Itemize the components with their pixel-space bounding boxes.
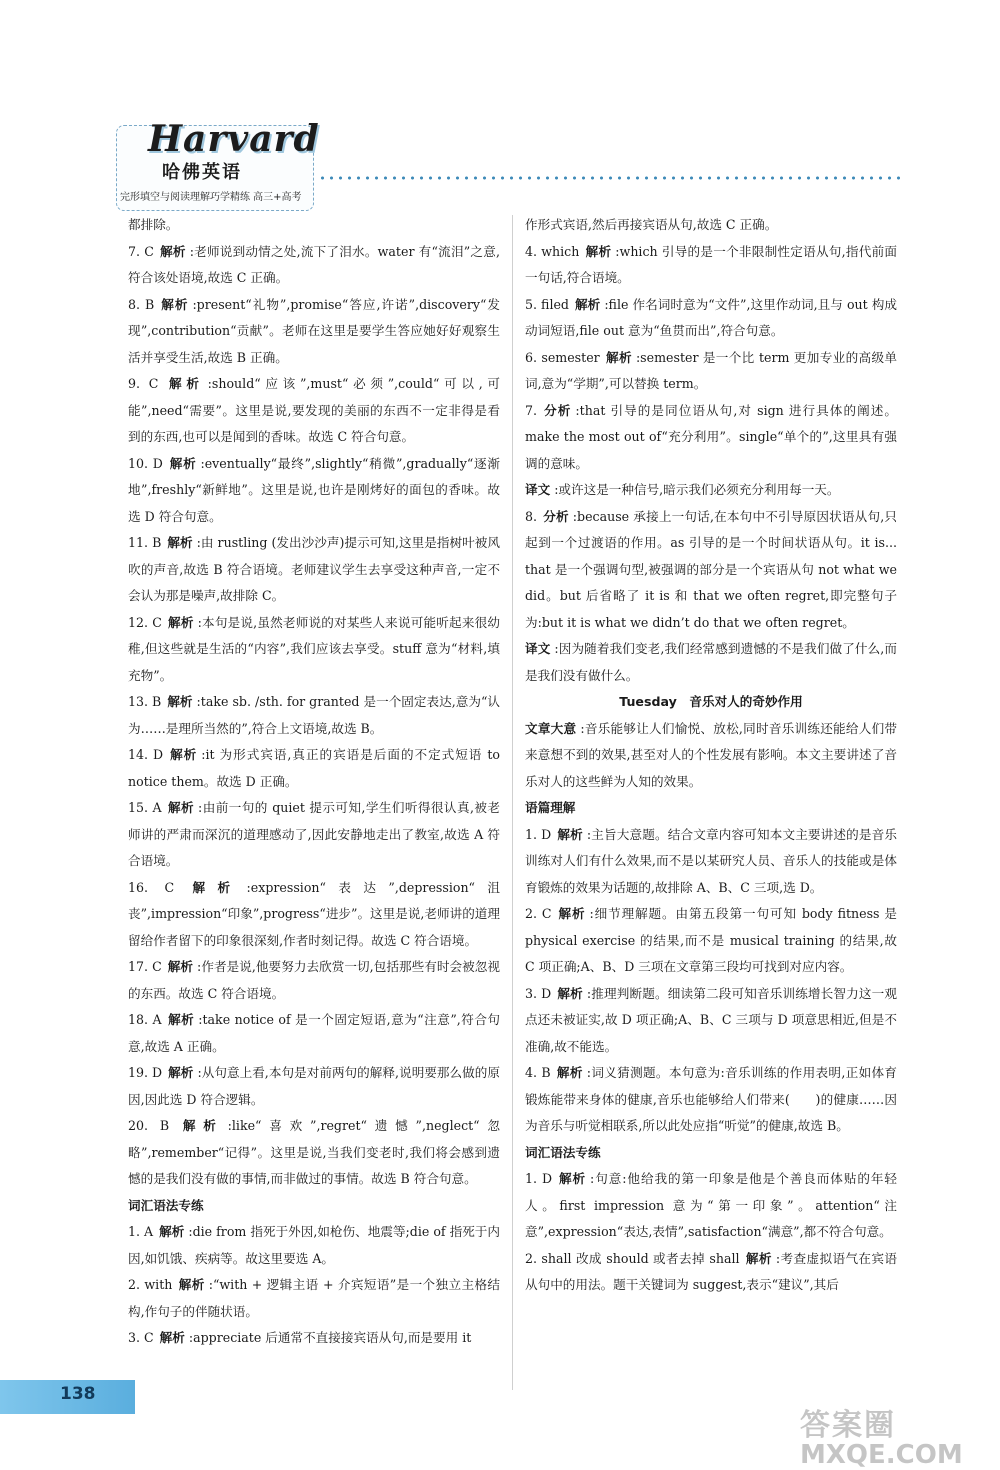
answer-text: :expression“表达”,depression“沮丧”,impression“印象”,progress“进步”。这里是说,老师讲的道理留给作者留下的印象很深刻,作者时刻记得。故选 C 符合语境。 (128, 879, 501, 948)
answer-entry (128, 1113, 500, 1193)
answer-text: :音乐能够让人们愉悦、放松,同时音乐训练还能给人们带来意想不到的效果,甚至对人的个性发展有影响。本文主要讲述了音乐对人的这些鲜为人知的效果。 (525, 720, 897, 789)
answer-text: :本句是说,虽然老师说的对某些人来说可能听起来很幼稚,但这些就是生活的“内容”,我们应该去享受。stuff 意为“材料,填充物”。 (128, 614, 500, 683)
answer-text: :because 承接上一句话,在本句中不引导原因状语从句,只起到一个过渡语的作用。as 引导的是一个时间状语从句。it is... that 是一个强调句型,被强调的部分是一个宾语从句 not what we did。but 后省略了 it is 和 that we often regret,即完整句子为:but it is what we didn’t do that we often regret。 (525, 508, 897, 630)
section-title: Tuesday 音乐对人的奇妙作用 (619, 694, 803, 709)
answer-number: 3. C (128, 1330, 154, 1345)
answer-text: :which 引导的是一个非限制性定语从句,指代前面一句话,符合语境。 (525, 243, 898, 285)
watermark-en: MXQE.COM (800, 1440, 963, 1470)
answer-number: 5. filed (525, 296, 569, 312)
answer-label: 解析 (556, 1065, 583, 1080)
answer-label: 解析 (159, 243, 186, 259)
answer-number: 8. (525, 508, 538, 524)
answer-label: 解析 (168, 455, 197, 471)
answer-entry (128, 1325, 500, 1352)
section-heading: 语篇理解 (525, 800, 576, 815)
answer-number: 15. A (128, 800, 162, 815)
answer-number: 4. which (525, 243, 580, 259)
section-heading: 词汇语法专练 (525, 1144, 601, 1160)
answer-entry (525, 901, 897, 981)
answer-entry (525, 1166, 897, 1246)
answer-entry (525, 822, 897, 902)
answer-label: 解析 (180, 879, 243, 895)
answer-entry (128, 954, 500, 1007)
answer-label: 解析 (159, 1224, 185, 1239)
answer-entry (128, 1272, 500, 1325)
answer-text: :die from 指死于外因,如枪伤、地震等;die of 指死于内因,如饥饿、疾病等。故这里要选 A。 (128, 1224, 500, 1266)
answer-text: :或许这是一种信号,暗示我们必须充分利用每一天。 (554, 482, 840, 497)
answer-label: 分析 (543, 508, 569, 524)
answer-text: :考查虚拟语气在宾语从句中的用法。题干关键词为 suggest,表示“建议”,其后 (525, 1250, 897, 1292)
section-heading: 词汇语法专练 (128, 1197, 204, 1213)
answer-entry (525, 239, 897, 292)
answer-number: 1. D (525, 826, 552, 842)
answer-entry (128, 451, 500, 531)
answer-number: 14. D (128, 747, 164, 762)
answer-entry (525, 504, 897, 637)
answer-entry (128, 875, 500, 955)
answer-text: :appreciate 后通常不直接接宾语从句,而是要用 it (188, 1330, 472, 1345)
answer-entry (128, 610, 500, 690)
answer-number: 2. shall 改成 should 或者去掉 shall (525, 1250, 740, 1266)
answer-text: :因为随着我们变老,我们经常感到遗憾的不是我们做了什么,而是我们没有做什么。 (525, 641, 898, 683)
answer-label: 解析 (175, 1118, 224, 1133)
answer-label: 解析 (167, 959, 194, 974)
logo-chinese-title: 哈佛英语 (162, 162, 242, 183)
answer-label: 解析 (167, 1012, 195, 1027)
answer-number: 16. C (128, 879, 175, 895)
answer-number: 7. (525, 402, 538, 418)
answer-entry (128, 212, 500, 239)
answer-number: 8. B (128, 296, 155, 312)
answer-number: 17. C (128, 959, 162, 974)
answer-entry (128, 292, 500, 372)
answer-entry (525, 1060, 897, 1140)
answer-number: 11. B (128, 535, 162, 550)
logo-subtitle: 完形填空与阅读理解巧学精练 高三+高考 (120, 192, 302, 203)
answer-number: 12. C (128, 614, 162, 630)
answer-label: 解析 (168, 1065, 194, 1080)
answer-text: :eventually“最终”,slightly“稍微”,gradually“逐渐地”,freshly“新鲜地”。这里是说,也许是刚烤好的面包的香味。故选 D 符合句意。 (128, 455, 501, 524)
answer-entry (525, 636, 897, 689)
answer-entry (128, 530, 500, 610)
answer-label: 分析 (543, 402, 572, 418)
answer-label: 解析 (557, 906, 586, 921)
answer-text: :take sb. /sth. for granted 是一个固定表达,意为“认为……是理所当然的”,符合上文语境,故选 B。 (128, 694, 500, 736)
answer-label: 解析 (558, 1171, 587, 1186)
watermark (800, 1400, 995, 1468)
answer-text: :it 为形式宾语,真正的宾语是后面的不定式短语 to notice them。故选 D 正确。 (128, 747, 500, 789)
answer-text: :take notice of 是一个固定短语,意为“注意”,符合句意,故选 A 正确。 (128, 1012, 500, 1054)
answer-text: :老师说到动情之处,流下了泪水。water 有“流泪”之意,符合该处语境,故选 C 正确。 (128, 243, 501, 285)
header-dotted-rule (318, 176, 900, 180)
answer-label: 解析 (167, 800, 195, 815)
answer-text: :主旨大意题。结合文章内容可知本文主要讲述的是音乐训练对人们有什么效果,而不是以某研究人员、音乐人的技能或是体育锻炼的效果为话题的,故排除 A、B、C 三项,选 D。 (525, 826, 897, 895)
answer-label: 解析 (167, 694, 193, 709)
answer-number: 19. D (128, 1065, 163, 1080)
answer-number: 18. A (128, 1012, 162, 1027)
answer-entry (128, 371, 500, 451)
answer-entry (525, 1246, 897, 1299)
logo-harvard-text: Harvard (148, 118, 320, 160)
answer-text: :从句意上看,本句是对前两句的解释,说明要那么做的原因,因此选 D 符合逻辑。 (128, 1065, 501, 1107)
answer-number: 20. B (128, 1118, 170, 1133)
answer-label: 解析 (605, 349, 632, 365)
answer-label: 解析 (585, 243, 612, 259)
answer-number: 1. A (128, 1224, 154, 1239)
answer-label: 解析 (557, 826, 583, 842)
answer-label: 解析 (160, 296, 189, 312)
answer-number: 2. C (525, 906, 552, 921)
answer-label: 译文 (525, 641, 551, 656)
answer-entry (128, 742, 500, 795)
right-column (525, 212, 897, 1299)
answer-text: :作者是说,他要努力去欣赏一切,包括那些有时会被忽视的东西。故选 C 符合语境。 (128, 959, 501, 1001)
answer-entry (525, 716, 897, 796)
answer-text: :should“应该”,must“必须”,could“可以,可能”,need“需要”。这里是说,要发现的美丽的东西不一定非得是看到的东西,也可以是闻到的香味。故选 C 符合句意。 (128, 376, 501, 444)
answer-number: 7. C (128, 243, 154, 259)
answer-label: 解析 (169, 747, 198, 762)
answer-entry (525, 981, 897, 1061)
answer-label: 解析 (159, 1330, 185, 1345)
answer-text: :推理判断题。细读第二段可知音乐训练增长智力这一观点还未被证实,故 D 项正确;A、B、C 三项与 D 项意思相近,但是不准确,故不能选。 (525, 985, 897, 1054)
answer-entry (128, 795, 500, 875)
answer-label: 解析 (164, 376, 204, 391)
answer-text: :由 rustling (发出沙沙声)提示可知,这里是指树叶被风吹的声音,故选 B 符合语境。老师建议学生去享受这种声音,一定不会认为那是噪声,故排除 C。 (128, 535, 501, 603)
answer-text: :由前一句的 quiet 提示可知,学生们听得很认真,被老师讲的严肃而深沉的道理感动了,因此安静地走出了教室,故选 A 符合语境。 (128, 800, 500, 868)
answer-entry (128, 239, 500, 292)
answer-label: 解析 (745, 1250, 772, 1266)
answer-text: :细节理解题。由第五段第一句可知 body fitness 是 physical exercise 的结果,而不是 musical training 的结果,故 C 项正确;A、B、D 三项在文章第三段均可找到对应内容。 (525, 906, 898, 974)
answer-entry (128, 1007, 500, 1060)
answer-text: :semester 是一个比 term 更加专业的高级单词,意为“学期”,可以替换 term。 (525, 349, 898, 391)
answer-number: 3. D (525, 985, 552, 1001)
answer-label: 解析 (178, 1277, 205, 1292)
answer-entry (525, 292, 897, 345)
answer-text: :that 引导的是同位语从句,对 sign 进行具体的阐述。make the most out of“充分利用”。single“单个的”,这里具有强调的意味。 (525, 402, 897, 471)
answer-label: 译文 (525, 482, 551, 497)
watermark-cn: 答案圈 (800, 1408, 896, 1443)
answer-label: 解析 (575, 296, 601, 312)
answer-text: :file 作名词时意为“文件”,这里作动词,且与 out 构成动词短语,file out 意为“鱼贯而出”,符合句意。 (525, 296, 897, 338)
answer-entry (128, 1219, 500, 1272)
answer-entry (128, 689, 500, 742)
answer-label: 解析 (167, 614, 194, 630)
answer-number: 9. C (128, 376, 159, 391)
column-divider (512, 215, 513, 1390)
answer-entry (525, 398, 897, 478)
answer-entry (525, 212, 897, 239)
answer-entry (525, 345, 897, 398)
answer-number: 10. D (128, 455, 163, 471)
answer-text: 作形式宾语,然后再接宾语从句,故选 C 正确。 (525, 217, 778, 232)
answer-text: :like“喜欢”,regret“遗憾”,neglect“忽略”,remember“记得”。这里是说,当我们变老时,我们将会感到遗憾的是我们没有做的事情,而非做过的事情。故选 B 符合句意。 (128, 1118, 500, 1186)
answer-number: 1. D (525, 1171, 553, 1186)
answer-label: 解析 (167, 535, 193, 550)
page-header (0, 0, 1000, 215)
answer-number: 2. with (128, 1277, 173, 1292)
answer-text: 都排除。 (128, 217, 179, 232)
answer-number: 6. semester (525, 349, 600, 365)
answer-label: 文章大意 (525, 720, 577, 736)
answer-label: 解析 (557, 985, 583, 1001)
answer-text: :“with + 逻辑主语 + 介宾短语”是一个独立主格结构,作句子的伴随状语。 (128, 1277, 501, 1319)
answer-number: 4. B (525, 1065, 551, 1080)
left-column (128, 212, 500, 1352)
answer-text: :词义猜测题。本句意为:音乐训练的作用表明,正如体育锻炼能带来身体的健康,音乐也能够给人们带来( )的健康……因为音乐与听觉相联系,所以此处应指“听觉”的健康,故选 B。 (525, 1065, 898, 1133)
answer-number: 13. B (128, 694, 162, 709)
answer-text: :句意:他给我的第一印象是他是个善良而体贴的年轻人。first impression 意为“第一印象”。attention“注意”,expression“表达,表情”,satisfaction“满意”,都不符合句意。 (525, 1171, 897, 1239)
answer-entry (525, 477, 897, 504)
answer-entry (128, 1060, 500, 1113)
answer-text: :present“礼物”,promise“答应,许诺”,discovery“发现”,contribution“贡献”。老师在这里是要学生答应她好好观察生活并享受生活,故选 B 正确。 (128, 296, 500, 365)
page-number: 138 (60, 1384, 96, 1404)
